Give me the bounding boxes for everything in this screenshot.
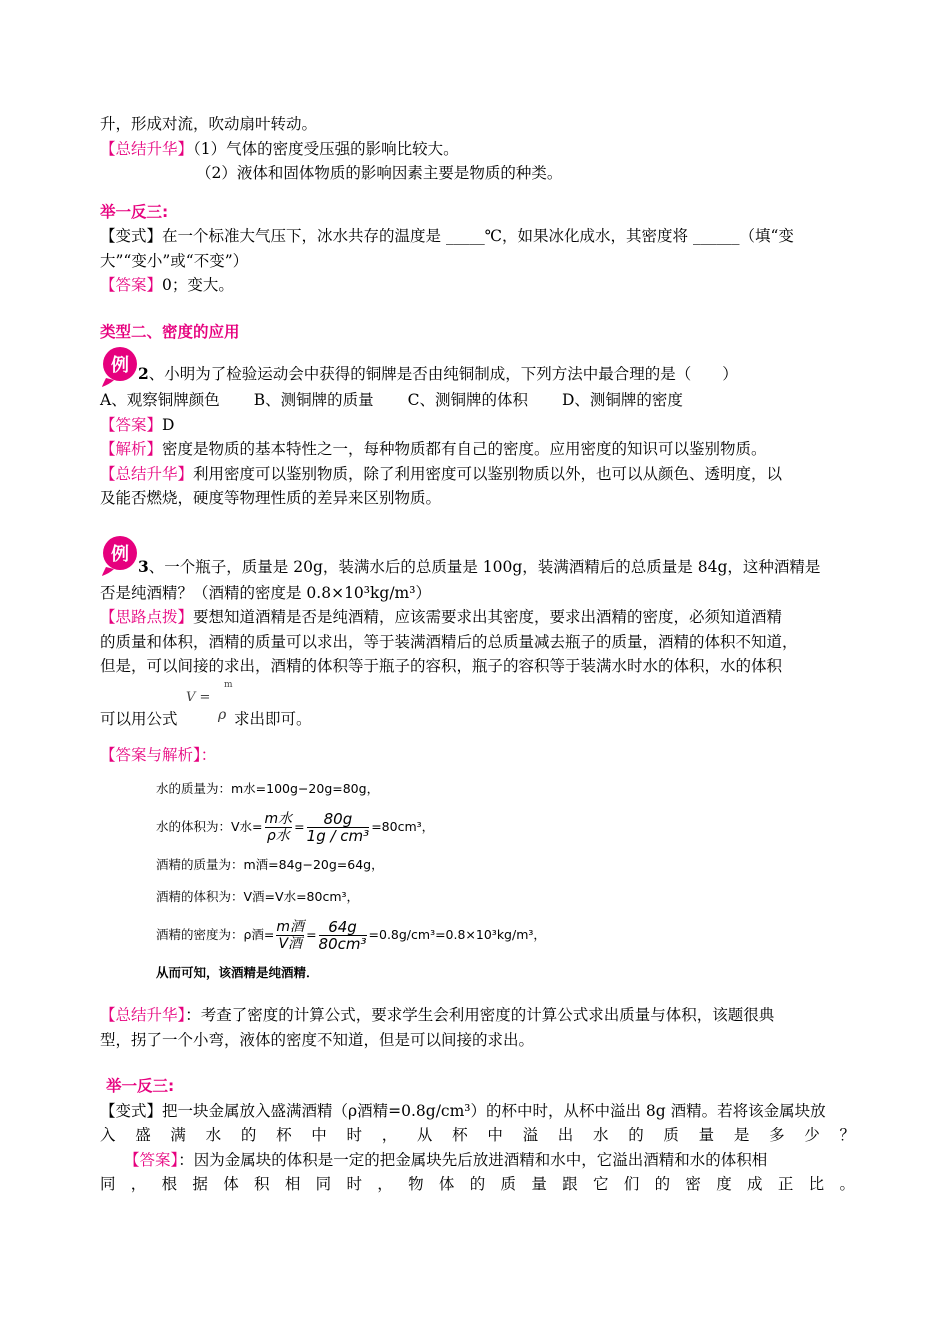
choice-d: D、测铜牌的密度	[561, 391, 683, 409]
example-2	[100, 344, 855, 388]
variant-text: 把一块金属放入盛满酒精（ρ酒精=0.8g/cm³）的杯中时，从杯中溢出 8g 酒精。若将该金属块放	[162, 1101, 826, 1120]
variant-tag: 【变式】	[100, 227, 163, 245]
question-number: 2	[138, 364, 149, 383]
variant-text: 在一个标准大气压下，冰水共存的温度是 _____℃，如果冰化成水，其密度将 ______（填“变	[162, 227, 794, 245]
text-line: 升，形成对流，吹动扇叶转动。	[100, 115, 318, 133]
fraction-denominator: 1g / cm³	[306, 826, 370, 845]
question-number: 3	[138, 556, 149, 576]
document-page	[100, 112, 855, 1197]
answer-tag: 【答案】	[100, 276, 163, 294]
example-badge-icon	[100, 344, 138, 388]
variant-text-2: 大”“变小”或“不变”）	[100, 251, 249, 270]
calc-water-volume: 水的体积为：V水= m水 ρ水 = 80g 1g / cm³ =80cm³，	[156, 809, 435, 845]
answer-tag: 【答案】	[100, 415, 163, 434]
hint-text-5: 求出即可。	[234, 709, 312, 728]
variant-text-2: 入 盛 满 水 的 杯 中 时 ， 从 杯 中 溢 出 水 的 质 量 是 多 少 ？	[100, 1126, 856, 1144]
summary-tag: 【总结升华】	[100, 139, 194, 158]
fraction	[319, 919, 367, 952]
hint-text-2: 的质量和体积，酒精的质量可以求出，等于装满酒精后的总质量减去瓶子的质量，酒精的体积不知道，	[100, 632, 798, 651]
calc-alcohol-mass: 酒精的质量为：m酒=84g−20g=64g，	[156, 856, 384, 872]
calc-text: 水的体积为：V水=	[156, 818, 263, 834]
summary-text: ：考查了密度的计算公式，要求学生会利用密度的计算公式求出质量与体积，该题很典	[185, 1006, 775, 1024]
answer-line	[100, 413, 855, 438]
answer-text: D	[162, 415, 175, 434]
fraction-denominator: ρ水	[266, 827, 290, 844]
hint-tag: 【思路点拨】	[100, 608, 194, 626]
answer-text-2: 同 ， 根 据 体 积 相 同 时 ， 物 体 的 质 量 跟 它 们 的 密 度 成 正 比 。	[100, 1175, 856, 1193]
question-2	[138, 362, 738, 387]
formula-v: V =	[186, 689, 211, 705]
example-badge-icon	[100, 533, 138, 577]
example-badge-label: 例	[111, 355, 129, 376]
summary-tag: 【总结升华】	[100, 464, 194, 483]
summary-line	[100, 1003, 855, 1028]
fraction-denominator: V酒	[278, 935, 303, 952]
calc-alcohol-density: 酒精的密度为：ρ酒= m酒 V酒 = 64g 80cm³ =0.8g/cm³=0.8×10³kg/m³，	[156, 917, 546, 953]
fraction-numerator: 64g	[328, 917, 357, 936]
answer-tag: 【答案】	[124, 1150, 179, 1169]
summary-tag: 【总结升华】	[100, 1006, 186, 1024]
variant-line	[100, 224, 855, 249]
choice-a: A、观察铜牌颜色	[100, 391, 220, 409]
summary-text: 利用密度可以鉴别物质，除了利用密度可以鉴别物质以外，也可以从颜色、透明度，以	[193, 464, 783, 483]
answer-text: 0；变大。	[162, 276, 234, 294]
summary-line	[100, 137, 855, 162]
section-title: 类型二、密度的应用	[100, 322, 240, 341]
hint-text-3: 但是，可以间接的求出，酒精的体积等于瓶子的容积，瓶子的容积等于装满水时水的体积，水的体积	[100, 657, 783, 675]
formula-numerator: m	[224, 679, 233, 690]
answer-line	[100, 1148, 855, 1173]
fraction	[276, 919, 304, 952]
summary-text-2: 及能否燃烧，硬度等物理性质的差异来区别物质。	[100, 489, 442, 507]
fraction-numerator: m酒	[276, 918, 305, 935]
fraction	[307, 811, 370, 844]
analysis-tag: 【解析】	[100, 440, 163, 458]
analysis-text: 密度是物质的基本特性之一，每种物质都有自己的密度。应用密度的知识可以鉴别物质。	[162, 440, 767, 458]
calc-conclusion: 从而可知，该酒精是纯酒精．	[156, 964, 319, 980]
summary-text: （1）气体的密度受压强的影响比较大。	[193, 139, 459, 158]
analysis-line	[100, 437, 855, 462]
question-text: 、小明为了检验运动会中获得的铜牌是否由纯铜制成，下列方法中最合理的是（ ）	[148, 365, 738, 383]
fraction	[265, 811, 293, 844]
variant-line	[100, 1099, 855, 1124]
hint-text: 要想知道酒精是否是纯酒精，应该需要求出其密度，要求出酒精的密度，必须知道酒精	[193, 608, 783, 626]
choice-list	[100, 388, 855, 413]
calc-text: =0.8g/cm³=0.8×10³kg/m³，	[368, 926, 546, 942]
answer-analysis-tag: 【答案与解析】：	[100, 745, 217, 764]
calc-water-mass: 水的质量为：m水=100g−20g=80g，	[156, 780, 380, 796]
answer-line	[100, 273, 855, 298]
example-badge-label: 例	[111, 543, 129, 565]
fraction-numerator: 80g	[323, 809, 353, 828]
answer-analysis-heading	[100, 743, 855, 768]
question-3	[138, 555, 820, 580]
question-text-2: 否是纯酒精？（酒精的密度是 0.8×10³kg/m³）	[100, 583, 431, 602]
summary-text-2: 型，拐了一个小弯，液体的密度不知道，但是可以间接的求出。	[100, 1030, 535, 1049]
question-text: 、一个瓶子，质量是 20g，装满水后的总质量是 100g，装满酒精后的总质量是 84g，这种酒精是	[148, 557, 821, 576]
apply-heading: 举一反三:	[106, 1077, 175, 1095]
example-3	[100, 533, 855, 581]
calc-alcohol-volume: 酒精的体积为：V酒=V水=80cm³，	[156, 888, 360, 904]
answer-text: ：因为金属块的体积是一定的把金属块先后放进酒精和水中，它溢出酒精和水的体积相	[178, 1150, 768, 1169]
calculation-block	[156, 773, 855, 989]
summary-text-2: （2）液体和固体物质的影响因素主要是物质的种类。	[196, 164, 563, 182]
apply-heading: 举一反三:	[100, 202, 169, 221]
choice-b: B、测铜牌的质量	[253, 391, 374, 409]
calc-text: =80cm³，	[371, 818, 435, 834]
formula-row	[100, 679, 855, 733]
formula-denominator: ρ	[218, 706, 227, 723]
calc-text: 酒精的密度为：ρ酒=	[156, 926, 275, 942]
choice-c: C、测铜牌的体积	[407, 391, 528, 409]
fraction-denominator: 80cm³	[318, 934, 367, 953]
fraction-numerator: m水	[264, 810, 293, 827]
hint-line	[100, 605, 855, 630]
hint-text-4: 可以用公式	[100, 709, 178, 728]
summary-line	[100, 462, 855, 487]
variant-tag: 【变式】	[100, 1101, 163, 1120]
